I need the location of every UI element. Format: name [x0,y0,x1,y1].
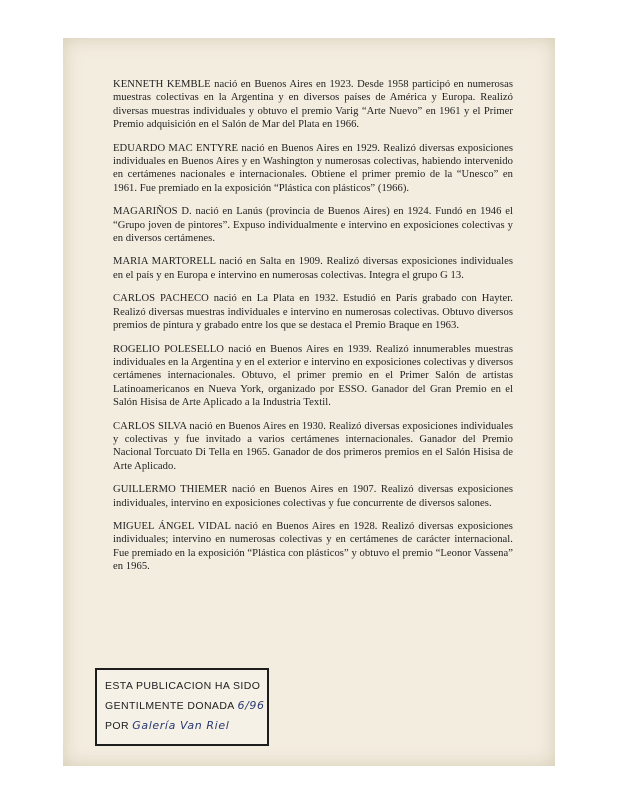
artist-bios [113,78,513,584]
document-page [63,38,555,766]
bio-thiemer: GUILLERMO THIEMER nació en Buenos Aires en 1907. Realizó diversas exposiciones individuales, intervino en exposiciones colectivas y fue concurrente de diversos salones. [113,484,513,509]
bio-kemble: KENNETH KEMBLE nació en Buenos Aires en 1923. Desde 1958 participó en numerosas muestras colectivas en la Argentina y en diversos países de América y Europa. Realizó diversas muestras individuales y obtuvo el premio Varig “Arte Nuevo” en 1961 y el Primer Premio adquisición en el Salón de Mar del Plata en 1966. [113,79,514,131]
donation-stamp [95,668,269,746]
handwritten-date: 6/96 [237,699,265,712]
bio-mac-entyre: EDUARDO MAC ENTYRE nació en Buenos Aires en 1929. Realizó diversas exposiciones individuales en Buenos Aires y en Washington y numerosas colectivas, habiendo intervenido en certámenes nacionales e internacionales. Obtiene el primer premio de la “Unesco” en 1961. Fue premiado en la exposición “Plástica con plásticos” (1966). [113,142,513,194]
bio-martorell: MARIA MARTORELL nació en Salta en 1909. Realizó diversas exposiciones individuales en el país y en Europa e intervino en numerosas colectivas. Integra el grupo G 13. [113,256,513,281]
bio-vidal: MIGUEL ÁNGEL VIDAL nació en Buenos Aires en 1928. Realizó diversas exposiciones individuales; intervino en numerosas colectivas y en certámenes de carácter internacional. Fue premiado en la exposición “Plástica con plásticos” y obtuvo el premio “Leonor Vassena” en 1965. [113,520,513,573]
bio-polesello: ROGELIO POLESELLO nació en Buenos Aires en 1939. Realizó innumerables muestras individuales en la Argentina y en el exterior e intervino en exposiciones colectivas y diversos certámenes internacionales. Obtuvo, el primer premio en el Primer Salón de artistas Latinoamericanos en Nueva York, organizado por ESSO. Ganador del Gran Premio en el Salón Hisisa de Arte Aplicado a la Industria Textil. [113,343,513,409]
stamp-line-1: ESTA PUBLICACION HA SIDO [105,680,261,692]
bio-magarinos: MAGARIÑOS D. nació en Lanús (provincia de Buenos Aires) en 1924. Fundó en 1946 el “Grupo joven de pintores”. Expuso individualmente e intervino en exposiciones colectivas y en diversos certámenes. [113,206,513,245]
bio-pacheco: CARLOS PACHECO nació en La Plata en 1932. Estudió en París grabado con Hayter. Realizó diversas muestras individuales e intervino en numerosas colectivas. Obtuvo diversos premios de pintura y grabado entre los que se destaca el Premio Braque en 1963. [113,293,513,332]
bio-silva: CARLOS SILVA nació en Buenos Aires en 1930. Realizó diversas exposiciones individuales y colectivas y fue invitado a varios certámenes internacionales. Ganador del Premio Nacional Torcuato Di Tella en 1965. Ganador de dos primeros premios en el Salón Hisisa de Arte Aplicado. [113,420,513,472]
stamp-line-2: GENTILMENTE DONADA 6/96 [105,699,265,712]
handwritten-donor: Galería Van Riel [132,719,230,732]
stamp-line-3: POR Galería Van Riel [105,719,230,732]
